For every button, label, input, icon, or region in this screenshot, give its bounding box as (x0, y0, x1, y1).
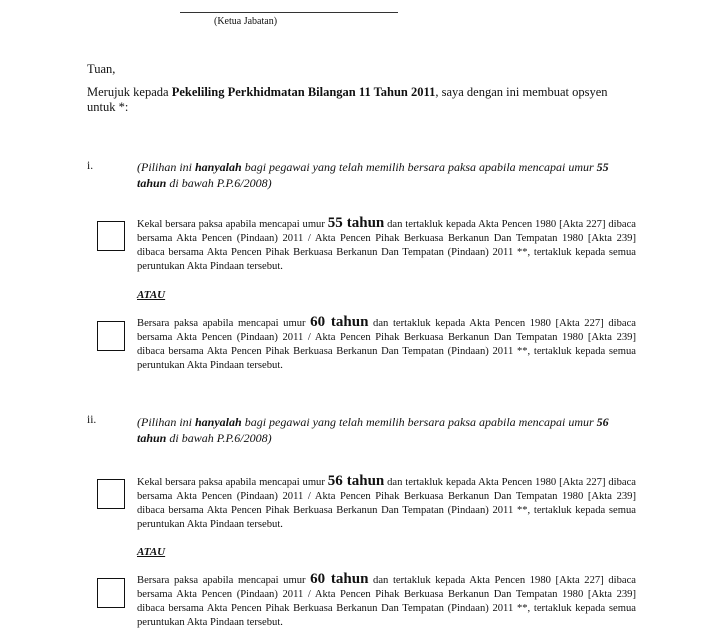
option-age: 60 tahun (310, 314, 369, 330)
note-text: (Pilihan ini (137, 415, 195, 429)
note-emphasis: hanyalah (195, 415, 242, 429)
section-number: i. (87, 160, 94, 172)
option-text (137, 315, 636, 373)
option-checkbox-60[interactable] (97, 321, 125, 351)
salutation: Tuan, (87, 62, 116, 76)
option-checkbox-60[interactable] (97, 578, 125, 608)
note-text: bagi pegawai yang telah memilih bersara paksa apabila mencapai umur (241, 160, 597, 174)
note-age: 56 tahun (137, 415, 609, 445)
option-text-part: Bersara paksa apabila mencapai umur (137, 318, 311, 329)
option-text-part: dan tertakluk kepada Akta Pencen 1980 [Akta 227] dibaca bersama Akta Pencen (Pindaan) 2011 / Akta Pencen Pihak Berkuasa Berkanun Dan Tempatan 1980 [Akta 239] dibaca bersama Akta Pencen Pihak Berkuasa Berkanun Dan Tempatan (Pindaan) 2011 **, tertakluk kepada semua peruntukan Akta Pindaan tersebut. (137, 219, 637, 272)
option-age: 56 tahun (327, 473, 385, 489)
intro-text-end: , saya dengan ini membuat opsyen untuk *: (87, 85, 608, 114)
intro-paragraph (87, 85, 639, 115)
option-text-part: dan tertakluk kepada Akta Pencen 1980 [Akta 227] dibaca bersama Akta Pencen (Pindaan) 2011 / Akta Pencen Pihak Berkuasa Berkanun Dan Tempatan 1980 [Akta 239] dibaca bersama Akta Pencen Pihak Berkuasa Berkanun Dan Tempatan (Pindaan) 2011 **, tertakluk kepada semua peruntukan Akta Pindaan tersebut. (137, 477, 637, 530)
option-checkbox-56[interactable] (97, 479, 125, 509)
option-checkbox-55[interactable] (97, 221, 125, 251)
note-text: di bawah P.P.6/2008) (166, 176, 272, 190)
note-text: bagi pegawai yang telah memilih bersara paksa apabila mencapai umur (241, 415, 597, 429)
option-text-part: Bersara paksa apabila mencapai umur (137, 575, 311, 586)
option-age: 60 tahun (310, 571, 369, 587)
note-text: di bawah P.P.6/2008) (166, 431, 272, 445)
option-text (137, 474, 636, 532)
section-note (137, 414, 639, 446)
option-age: 55 tahun (327, 215, 385, 231)
option-text-part: dan tertakluk kepada Akta Pencen 1980 [Akta 227] dibaca bersama Akta Pencen (Pindaan) 2011 / Akta Pencen Pihak Berkuasa Berkanun Dan Tempatan 1980 [Akta 239] dibaca bersama Akta Pencen Pihak Berkuasa Berkanun Dan Tempatan (Pindaan) 2011 **, tertakluk kepada semua peruntukan Akta Pindaan tersebut. (137, 575, 637, 628)
option-text-part: dan tertakluk kepada Akta Pencen 1980 [Akta 227] dibaca bersama Akta Pencen (Pindaan) 2011 / Akta Pencen Pihak Berkuasa Berkanun Dan Tempatan 1980 [Akta 239] dibaca bersama Akta Pencen Pihak Berkuasa Berkanun Dan Tempatan (Pindaan) 2011 **, tertakluk kepada semua peruntukan Akta Pindaan tersebut. (137, 318, 637, 371)
option-text (137, 572, 636, 630)
option-text-part: Kekal bersara paksa apabila mencapai umur (137, 219, 328, 230)
option-text (137, 216, 636, 274)
note-text: (Pilihan ini (137, 160, 195, 174)
separator-atau: ATAU (137, 289, 166, 301)
signature-line (180, 12, 398, 13)
circular-reference: Pekeliling Perkhidmatan Bilangan 11 Tahun 2011 (171, 85, 436, 99)
signature-role-label: (Ketua Jabatan) (214, 16, 278, 27)
note-age: 55 tahun (137, 160, 609, 190)
section-note (137, 159, 639, 191)
note-emphasis: hanyalah (195, 160, 242, 174)
section-number: ii. (87, 414, 97, 426)
option-text-part: Kekal bersara paksa apabila mencapai umur (137, 477, 328, 488)
intro-text: Merujuk kepada (87, 85, 172, 99)
separator-atau: ATAU (137, 546, 166, 558)
